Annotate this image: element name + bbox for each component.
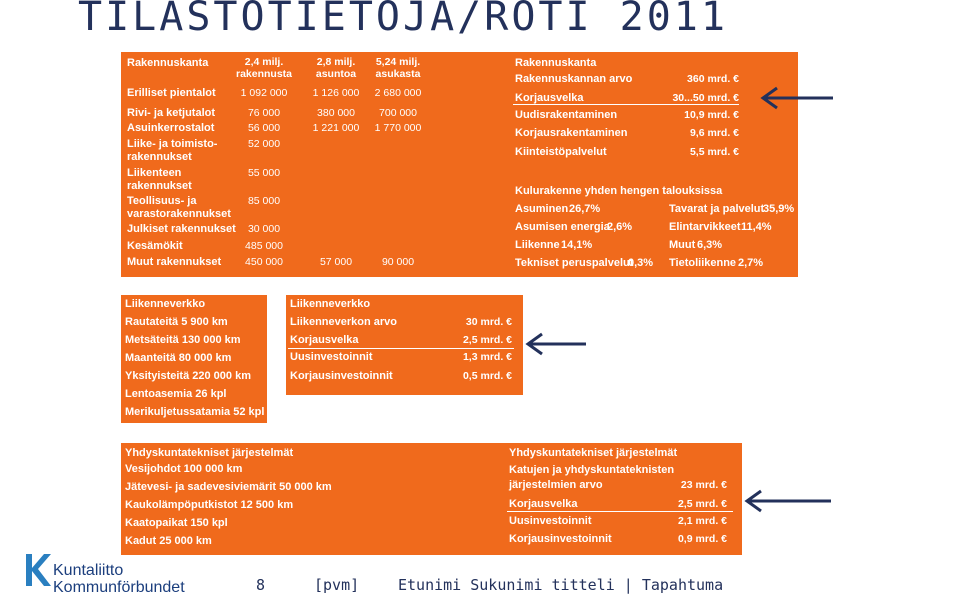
col1-line2: rakennusta bbox=[235, 68, 293, 80]
kulurakenne-value: 2,7% bbox=[738, 257, 764, 269]
row-label: Liike- ja toimisto- bbox=[127, 138, 218, 150]
kulurakenne-value: 11,4% bbox=[741, 221, 772, 233]
panel-rakennuskanta bbox=[121, 52, 798, 277]
right-row-label: Uudisrakentaminen bbox=[515, 109, 618, 121]
panel3-header: Liikenneverkko bbox=[290, 298, 371, 310]
row-label: Teollisuus- ja bbox=[127, 195, 197, 207]
row-label-cont: rakennukset bbox=[127, 151, 192, 163]
col-asuntoa bbox=[301, 56, 371, 80]
right-row-value: 30...50 mrd. € bbox=[672, 92, 739, 104]
row-label-cont: varastorakennukset bbox=[127, 208, 231, 220]
row-label: Liikenteen bbox=[127, 167, 182, 179]
liikenneverkko-item: Maanteitä 80 000 km bbox=[125, 352, 232, 364]
liikenneverkko-item: Lentoasemia 26 kpl bbox=[125, 388, 227, 400]
cell-asuntoa: 1 221 000 bbox=[312, 122, 360, 134]
kulurakenne-value: 14,1% bbox=[561, 239, 593, 251]
kulurakenne-value: 6,3% bbox=[697, 239, 723, 251]
cell-rakennusta: 450 000 bbox=[245, 256, 283, 268]
yhdyskunta-label: Korjausinvestoinnit bbox=[509, 533, 612, 545]
kulurakenne-label: Elintarvikkeet bbox=[669, 221, 741, 233]
kulurakenne-label: Tietoliikenne bbox=[669, 257, 737, 269]
cell-rakennusta: 85 000 bbox=[247, 195, 281, 207]
right-row-value: 5,5 mrd. € bbox=[689, 146, 739, 158]
row-label: Julkiset rakennukset bbox=[127, 223, 236, 235]
yhdyskunta-label-cont: järjestelmien arvo bbox=[509, 479, 603, 491]
yhdyskunta-value: 23 mrd. € bbox=[680, 479, 727, 491]
kulurakenne-value: 2,6% bbox=[607, 221, 633, 233]
right-row-value: 9,6 mrd. € bbox=[689, 127, 739, 139]
col-asukasta bbox=[363, 56, 433, 80]
kulurakenne-label: Liikenne bbox=[515, 239, 560, 251]
row-label-cont: rakennukset bbox=[127, 180, 192, 192]
yhdyskunta-item: Kaukolämpöputkistot 12 500 km bbox=[125, 499, 294, 511]
yhdyskunta-value: 2,1 mrd. € bbox=[677, 515, 727, 527]
arrow-left-icon bbox=[741, 489, 833, 513]
arrow-left-icon bbox=[522, 332, 588, 356]
panel4-header: Yhdyskuntatekniset järjestelmät bbox=[125, 447, 294, 459]
row-label: Asuinkerrostalot bbox=[127, 122, 215, 134]
panel1-header: Rakennuskanta bbox=[127, 57, 209, 69]
panel1-right-header: Rakennuskanta bbox=[515, 57, 597, 69]
cell-rakennusta: 1 092 000 bbox=[240, 87, 288, 99]
kulurakenne-label: Muut bbox=[669, 239, 696, 251]
yhdyskunta-item: Jätevesi- ja sadevesiviemärit 50 000 km bbox=[125, 481, 332, 493]
right-row-label: Korjausvelka bbox=[515, 92, 584, 104]
cell-asuntoa: 380 000 bbox=[317, 107, 355, 119]
panel4-right-header: Yhdyskuntatekniset järjestelmät bbox=[509, 447, 678, 459]
cell-asukasta: 700 000 bbox=[379, 107, 417, 119]
row-label: Kesämökit bbox=[127, 240, 183, 252]
yhdyskunta-label: Katujen ja yhdyskuntateknisten bbox=[509, 464, 675, 476]
cell-asukasta: 2 680 000 bbox=[374, 87, 422, 99]
liikenneverkko-value: 1,3 mrd. € bbox=[462, 351, 512, 363]
liikenneverkko-value: 2,5 mrd. € bbox=[462, 334, 512, 346]
liikenneverkko-label: Uusinvestoinnit bbox=[290, 351, 373, 363]
slide-title: TILASTOTIETOJA/ROTI 2011 bbox=[78, 0, 728, 40]
row-label: Muut rakennukset bbox=[127, 256, 222, 268]
yhdyskunta-label: Uusinvestoinnit bbox=[509, 515, 592, 527]
footer-author: Etunimi Sukunimi titteli | Tapahtuma bbox=[398, 576, 724, 594]
cell-rakennusta: 52 000 bbox=[247, 138, 281, 150]
cell-rakennusta: 30 000 bbox=[247, 223, 281, 235]
right-row-value: 10,9 mrd. € bbox=[684, 109, 739, 121]
kulurakenne-label: Asuminen bbox=[515, 203, 569, 215]
logo-text bbox=[53, 562, 185, 596]
kulurakenne-value: 0,3% bbox=[628, 257, 654, 269]
cell-asukasta: 90 000 bbox=[381, 256, 415, 268]
liikenneverkko-value: 30 mrd. € bbox=[465, 316, 512, 328]
panel-yhdyskuntatekniset bbox=[121, 443, 742, 555]
kuntaliitto-logo-icon bbox=[22, 550, 52, 590]
panel-liikenneverkko-left bbox=[121, 295, 267, 423]
col3-line2: asukasta bbox=[375, 68, 421, 80]
right-row-label: Rakennuskannan arvo bbox=[515, 73, 633, 85]
liikenneverkko-value: 0,5 mrd. € bbox=[462, 370, 512, 382]
yhdyskunta-item: Kaatopaikat 150 kpl bbox=[125, 517, 228, 529]
cell-rakennusta: 56 000 bbox=[247, 122, 281, 134]
right-row-label: Korjausrakentaminen bbox=[515, 127, 628, 139]
liikenneverkko-item: Yksityisteitä 220 000 km bbox=[125, 370, 251, 382]
yhdyskunta-value: 2,5 mrd. € bbox=[677, 498, 727, 510]
right-row-label: Kiinteistöpalvelut bbox=[515, 146, 607, 158]
kulurakenne-label: Asumisen energia bbox=[515, 221, 610, 233]
row-label: Rivi- ja ketjutalot bbox=[127, 107, 216, 119]
logo-line1: Kuntaliitto bbox=[53, 562, 124, 579]
cell-asuntoa: 1 126 000 bbox=[312, 87, 360, 99]
cell-rakennusta: 485 000 bbox=[245, 240, 283, 252]
col2-line1: 2,8 milj. bbox=[316, 56, 356, 68]
kulurakenne-value: 35,9% bbox=[763, 203, 795, 215]
liikenneverkko-item: Metsäteitä 130 000 km bbox=[125, 334, 241, 346]
yhdyskunta-item: Vesijohdot 100 000 km bbox=[125, 463, 243, 475]
liikenneverkko-label: Korjausvelka bbox=[290, 334, 359, 346]
col2-line2: asuntoa bbox=[315, 68, 357, 80]
logo-line2: Kommunförbundet bbox=[53, 579, 185, 596]
kulurakenne-label: Tavarat ja palvelut bbox=[669, 203, 765, 215]
kulurakenne-label: Tekniset peruspalvelut bbox=[515, 257, 634, 269]
arrow-left-icon bbox=[757, 86, 835, 110]
liikenneverkko-label: Liikenneverkon arvo bbox=[290, 316, 397, 328]
col3-line1: 5,24 milj. bbox=[375, 56, 421, 68]
kulurakenne-header: Kulurakenne yhden hengen talouksissa bbox=[515, 185, 723, 197]
cell-rakennusta: 76 000 bbox=[247, 107, 281, 119]
liikenneverkko-label: Korjausinvestoinnit bbox=[290, 370, 393, 382]
yhdyskunta-item: Kadut 25 000 km bbox=[125, 535, 212, 547]
right-row-value: 360 mrd. € bbox=[687, 73, 739, 85]
kulurakenne-value: 26,7% bbox=[569, 203, 601, 215]
cell-rakennusta: 55 000 bbox=[247, 167, 281, 179]
cell-asukasta: 1 770 000 bbox=[374, 122, 422, 134]
yhdyskunta-label: Korjausvelka bbox=[509, 498, 578, 510]
footer-date: [pvm] bbox=[314, 576, 360, 594]
cell-asuntoa: 57 000 bbox=[319, 256, 353, 268]
row-label: Erilliset pientalot bbox=[127, 87, 216, 99]
liikenneverkko-item: Rautateitä 5 900 km bbox=[125, 316, 228, 328]
liikenneverkko-item: Merikuljetussatamia 52 kpl bbox=[125, 406, 265, 418]
panel-liikenneverkko-right bbox=[286, 295, 523, 395]
panel2-header: Liikenneverkko bbox=[125, 298, 206, 310]
yhdyskunta-value: 0,9 mrd. € bbox=[677, 533, 727, 545]
col1-line1: 2,4 milj. bbox=[244, 56, 284, 68]
footer-page-number: 8 bbox=[256, 576, 266, 594]
col-rakennusta bbox=[229, 56, 299, 80]
